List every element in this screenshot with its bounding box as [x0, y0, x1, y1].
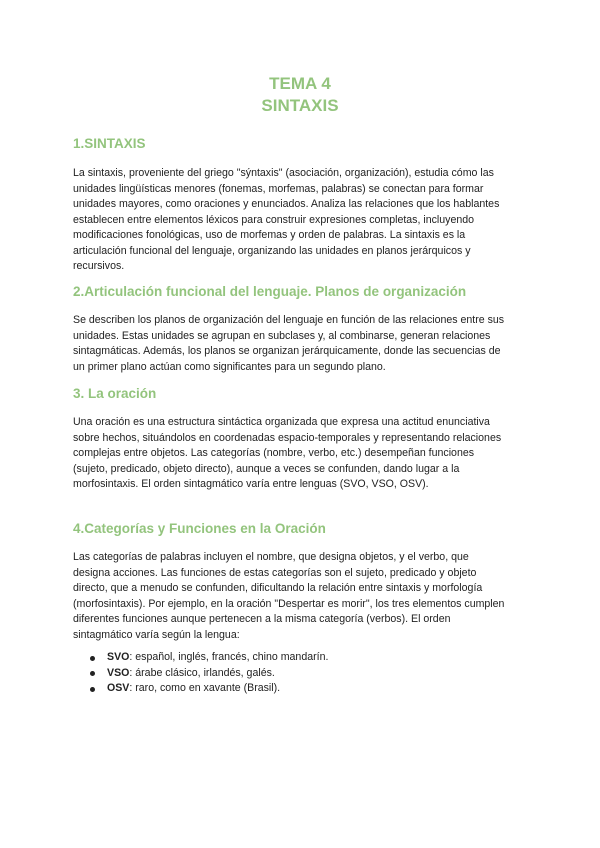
list-item	[73, 666, 533, 682]
bullet-icon	[90, 687, 95, 692]
paragraph-line: (morfosintaxis). Por ejemplo, en la oración "Despertar es morir", los tres elementos cumplen	[73, 597, 505, 610]
paragraph-line: La sintaxis, proveniente del griego "sýntaxis" (asociación, organización), estudia cómo las	[73, 167, 494, 179]
paragraph-line: (sujeto, predicado, objeto directo), aunque a veces se confunden, dando lugar a la	[73, 462, 460, 475]
section-paragraph-categorias	[73, 550, 535, 643]
paragraph-line: un primer plano actúan como significantes para un segundo plano.	[73, 360, 386, 373]
list-item-term: OSV	[107, 682, 130, 694]
section-paragraph-sintaxis	[73, 166, 535, 275]
section-paragraph-oracion	[73, 415, 535, 493]
section-heading-articulacion: 2.Articulación funcional del lenguaje. Planos de organización	[73, 284, 467, 299]
paragraph-line: Se describen los planos de organización del lenguaje en función de las relaciones entre sus	[73, 314, 505, 326]
paragraph-line: morfosintaxis. El orden sintagmático varía entre lenguas (SVO, VSO, OSV).	[73, 478, 429, 490]
section-heading-oracion: 3. La oración	[73, 386, 157, 401]
list-item-text: : árabe clásico, irlandés, galés.	[129, 666, 275, 679]
document-title: TEMA 4	[269, 74, 331, 93]
paragraph-line: sintagmáticas. Además, los planos se organizan jerárquicamente, donde las secuencias de	[73, 345, 501, 357]
list-item-term: SVO	[107, 651, 130, 663]
paragraph-line: sobre hechos, situándolos en coordenadas espacio-temporales y representando relaciones	[73, 431, 502, 444]
paragraph-line: designa acciones. Las funciones de estas categorías son el sujeto, predicado y objeto	[73, 566, 477, 579]
paragraph-line: unidades. Estas unidades se agrupan en subclases y, al combinarse, generan relaciones	[73, 329, 491, 342]
list-item-text: : raro, como en xavante (Brasil).	[129, 682, 281, 694]
bullet-icon	[90, 671, 95, 676]
paragraph-line: articulación funcional del lenguaje, organizando las unidades en planos jerárquicos y	[73, 244, 471, 257]
paragraph-line: directo, que a menudo se confunden, dificultando la relación entre sintaxis y morfología	[73, 582, 483, 594]
section-heading-categorias: 4.Categorías y Funciones en la Oración	[73, 521, 326, 536]
paragraph-line: unidades mayores, como oraciones y enunciados. Analiza las relaciones que los hablantes	[73, 198, 500, 210]
paragraph-line: establecen entre elementos léxicos para construir expresiones completas, incluyendo	[73, 213, 475, 226]
section-paragraph-articulacion	[73, 313, 535, 375]
paragraph-line: recursivos.	[73, 260, 125, 272]
paragraph-line: Las categorías de palabras incluyen el nombre, que designa objetos, y el verbo, que	[73, 551, 469, 563]
paragraph-line: sintagmático varía según la lengua:	[73, 628, 240, 641]
list-item	[73, 650, 533, 666]
list-item-term: VSO	[107, 666, 130, 679]
section-heading-sintaxis: 1.SINTAXIS	[73, 136, 146, 151]
bullet-icon	[90, 656, 95, 661]
paragraph-line: modificaciones fonológicas, uso de morfemas y orden de palabras. La sintaxis es la	[73, 229, 466, 241]
paragraph-line: unidades lingüísticas menores (fonemas, morfemas, palabras) se conectan para formar	[73, 182, 484, 195]
document-subtitle: SINTAXIS	[261, 96, 339, 115]
list-item-text: : español, inglés, francés, chino mandarín.	[129, 651, 329, 663]
paragraph-line: diferentes funciones aunque pertenecen a la misma categoría (verbos). El orden	[73, 613, 451, 625]
word-order-list	[73, 650, 533, 697]
paragraph-line: Una oración es una estructura sintáctica organizada que expresa una actitud enunciativa	[73, 416, 490, 428]
paragraph-line: complejas entre objetos. Las categorías (nombre, verbo, etc.) desempeñan funciones	[73, 447, 475, 459]
list-item	[73, 681, 533, 697]
